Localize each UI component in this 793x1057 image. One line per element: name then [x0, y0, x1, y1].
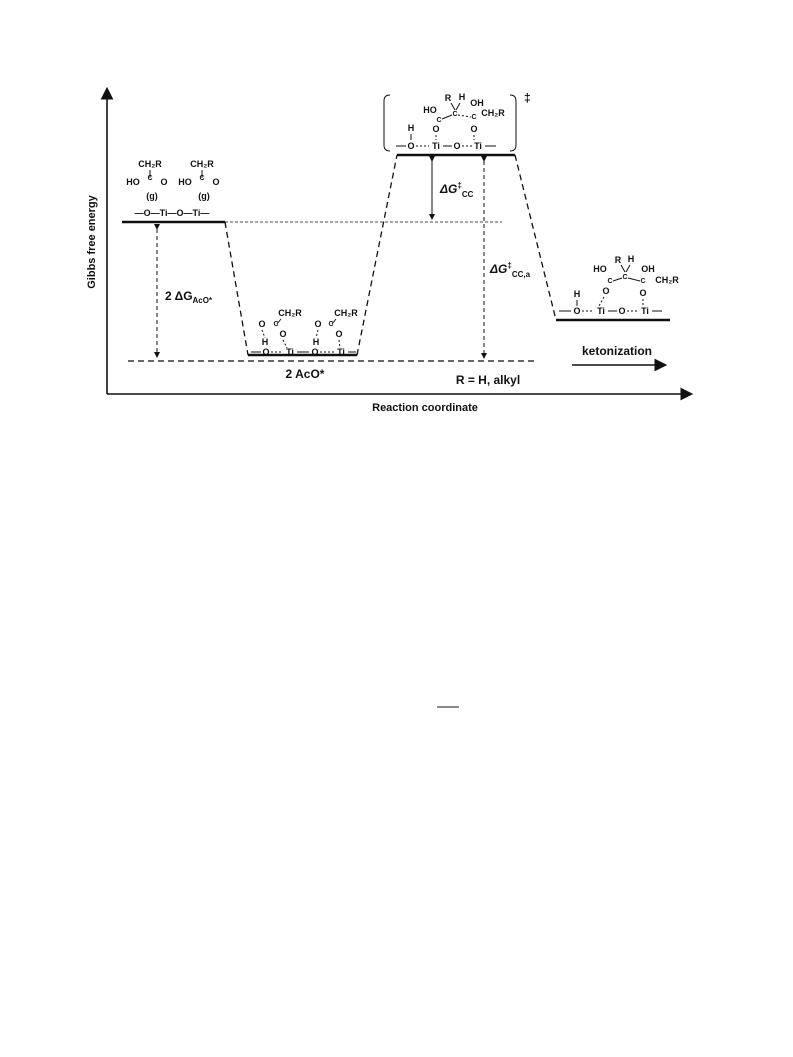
svg-text:O: O	[279, 329, 287, 339]
svg-text:HO: HO	[178, 177, 192, 187]
svg-text:H: H	[458, 92, 466, 102]
svg-text:C: C	[147, 175, 153, 182]
product-species	[559, 254, 679, 316]
svg-text:Ti: Ti	[337, 347, 345, 357]
svg-text:H: H	[407, 123, 415, 133]
svg-text:Ti: Ti	[474, 141, 482, 151]
svg-text:Ti: Ti	[432, 141, 440, 151]
label-2-aco: 2 AcO*	[285, 367, 325, 381]
svg-text:O: O	[212, 177, 220, 187]
connector-3	[515, 155, 556, 320]
svg-text:Ti: Ti	[597, 306, 605, 316]
svg-text:OH: OH	[470, 98, 484, 108]
svg-text:O: O	[314, 319, 322, 329]
svg-text:O: O	[262, 347, 270, 357]
svg-text:R: R	[614, 255, 622, 265]
svg-text:(g): (g)	[198, 191, 210, 201]
svg-text:O: O	[602, 286, 610, 296]
svg-text:Ti: Ti	[641, 306, 649, 316]
svg-text:‡: ‡	[524, 91, 531, 105]
adsorbed-species	[251, 308, 358, 357]
svg-text:O: O	[470, 124, 478, 134]
gas-phase-species	[126, 159, 219, 218]
svg-text:O: O	[407, 141, 415, 151]
transition-state-species	[384, 91, 531, 151]
connector-2	[357, 155, 397, 355]
svg-text:O: O	[618, 306, 626, 316]
svg-text:O: O	[432, 124, 440, 134]
svg-text:HO: HO	[593, 264, 607, 274]
svg-text:CH₂R: CH₂R	[334, 308, 358, 318]
svg-text:CH₂R: CH₂R	[481, 108, 505, 118]
svg-text:H: H	[312, 337, 320, 347]
svg-text:CH₂R: CH₂R	[278, 308, 302, 318]
svg-text:Ti: Ti	[286, 347, 294, 357]
svg-text:O: O	[311, 347, 319, 357]
svg-text:OH: OH	[641, 264, 655, 274]
svg-text:H: H	[573, 289, 581, 299]
svg-text:O: O	[335, 329, 343, 339]
svg-text:C: C	[471, 114, 477, 121]
svg-text:C: C	[273, 321, 279, 328]
svg-text:O: O	[160, 177, 168, 187]
svg-text:CH₂R: CH₂R	[190, 159, 214, 169]
svg-text:C: C	[199, 175, 205, 182]
x-axis-label: Reaction coordinate	[372, 402, 478, 414]
svg-text:C: C	[640, 278, 646, 285]
label-ketonization: ketonization	[581, 344, 653, 358]
svg-text:C: C	[452, 111, 458, 118]
svg-text:O: O	[639, 288, 647, 298]
svg-text:C: C	[436, 117, 442, 124]
label-dg-cc: $\Delta G^\ddagger_{CC}$	[440, 181, 474, 199]
svg-text:C: C	[328, 321, 334, 328]
svg-text:C: C	[607, 278, 613, 285]
svg-text:O: O	[258, 319, 266, 329]
label-dg-cca: $\Delta G^\ddagger_{CC,a}$	[490, 261, 531, 279]
svg-text:O: O	[453, 141, 461, 151]
svg-text:HO: HO	[423, 105, 437, 115]
svg-text:CH₂R: CH₂R	[655, 275, 679, 285]
label-r-definition: R = H, alkyl	[455, 373, 521, 387]
label-dg-aco: 2 ΔGAcO*	[165, 289, 213, 305]
svg-text:R: R	[444, 93, 452, 103]
svg-text:(g): (g)	[146, 191, 158, 201]
svg-text:HO: HO	[126, 177, 140, 187]
svg-text:H: H	[261, 337, 269, 347]
svg-text:C: C	[622, 274, 628, 281]
svg-text:H: H	[627, 254, 635, 264]
svg-text:CH₂R: CH₂R	[138, 159, 162, 169]
connector-1	[225, 222, 248, 355]
y-axis-label: Gibbs free energy	[86, 195, 98, 289]
svg-text:O: O	[573, 306, 581, 316]
svg-text:—O—Ti—O—Ti—: —O—Ti—O—Ti—	[134, 208, 210, 218]
